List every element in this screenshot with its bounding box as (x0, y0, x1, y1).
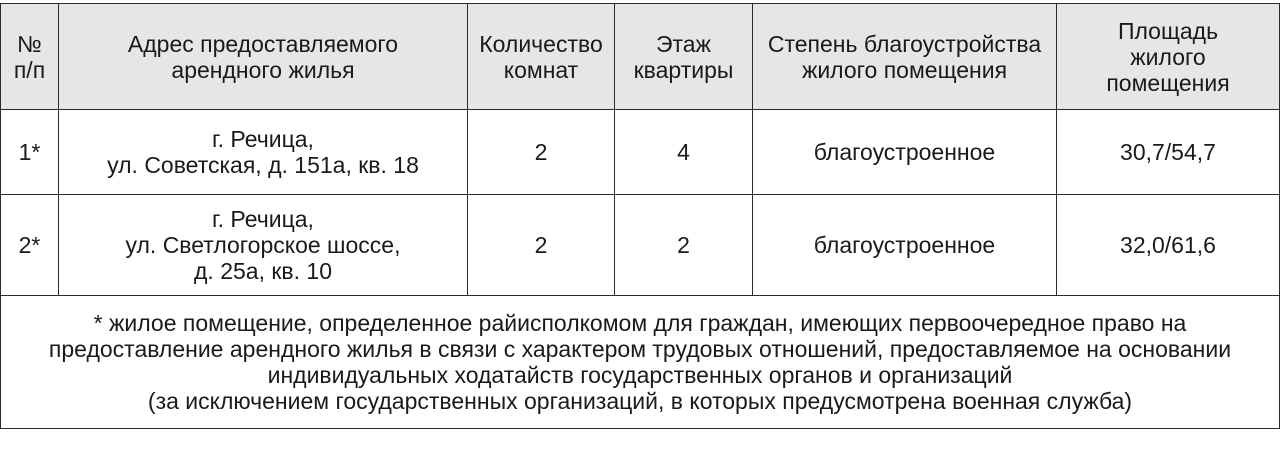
footnote-text: * жилое помещение, определенное райисполкомом для граждан, имеющих первоочередное право на предоставление арендного жилья в связи с характером трудовых отношений, предоставляемое на основании индивидуальных ходатайств государственных органов и организаций (за исключением государственных организаций, в которых предусмотрена военная служба) (48, 310, 1232, 414)
cell-floor: 2 (615, 195, 753, 296)
header-condition: Степень благоустройства жилого помещения (753, 4, 1057, 110)
table-row (1, 195, 1280, 296)
cell-area: 32,0/61,6 (1057, 195, 1280, 296)
cell-condition: благоустроенное (753, 110, 1057, 195)
rental-housing-table (0, 3, 1280, 429)
header-floor: Этаж квартиры (615, 4, 753, 110)
header-number: № п/п (1, 4, 59, 110)
cell-floor: 4 (615, 110, 753, 195)
cell-number: 1* (1, 110, 59, 195)
cell-number: 2* (1, 195, 59, 296)
footnote-cell (1, 296, 1280, 429)
table-header-row (1, 4, 1280, 110)
footnote-row (1, 296, 1280, 429)
rental-housing-table-wrapper (0, 3, 1280, 429)
header-rooms: Количество комнат (468, 4, 615, 110)
header-address: Адрес предоставляемого арендного жилья (59, 4, 468, 110)
cell-address: г. Речица, ул. Светлогорское шоссе, д. 25а, кв. 10 (59, 195, 468, 296)
cell-rooms: 2 (468, 110, 615, 195)
cell-address: г. Речица, ул. Советская, д. 151а, кв. 18 (59, 110, 468, 195)
header-area: Площадь жилого помещения (1057, 4, 1280, 110)
cell-rooms: 2 (468, 195, 615, 296)
cell-area: 30,7/54,7 (1057, 110, 1280, 195)
table-row (1, 110, 1280, 195)
cell-condition: благоустроенное (753, 195, 1057, 296)
